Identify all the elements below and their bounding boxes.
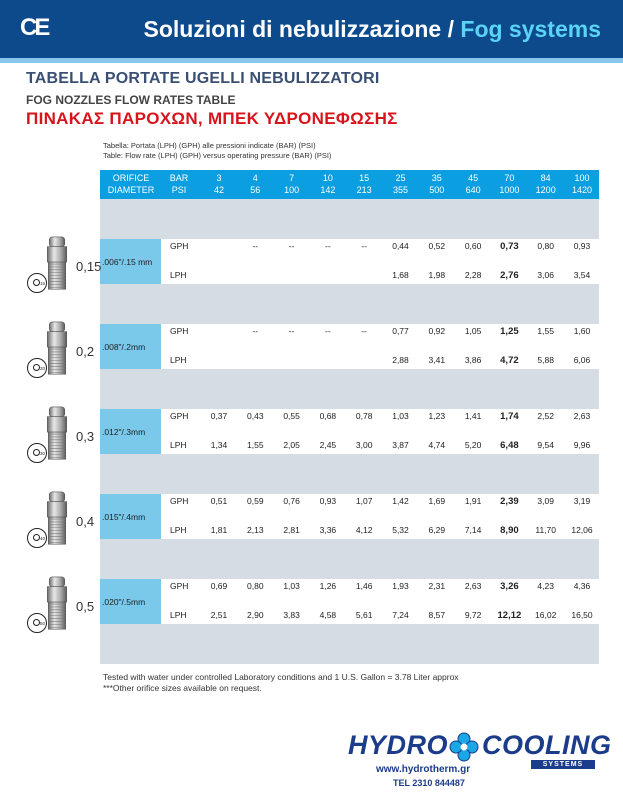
gph-value-cell: 0,73 [500, 241, 519, 252]
footnote-test-conditions: Tested with water under controlled Laboratory conditions and 1 U.S. Gallon = 3.78 Liter approx [103, 672, 459, 682]
gph-value-cell: 2,39 [500, 496, 519, 507]
orifice-circle-sub: 20 [40, 366, 46, 371]
gph-value-cell: -- [361, 241, 368, 251]
title-english: Fog systems [460, 16, 601, 42]
separator-band [100, 199, 599, 239]
gph-value-cell: 1,26 [319, 581, 337, 591]
header-psi-value: 42 [213, 185, 224, 195]
gph-value-cell: -- [325, 241, 331, 251]
header-bar-value: 7 [289, 173, 295, 183]
gph-value-cell: 1,91 [464, 496, 482, 506]
lph-value-cell: 2,76 [500, 270, 519, 281]
orifice-circle-icon [27, 613, 47, 633]
header-orifice: ORIFICE [112, 173, 150, 183]
page-title [144, 16, 602, 43]
gph-value-cell: 4,36 [573, 581, 591, 591]
lph-value-cell: 9,54 [537, 440, 554, 450]
lph-value-cell: 5,32 [392, 525, 409, 535]
unit-lph-label: LPH [170, 610, 187, 620]
heading-greek: ΠΙΝΑΚΑΣ ΠΑΡΟΧΩΝ, ΜΠΕΚ ΥΔΡΟΝΕΦΩΣΗΣ [26, 109, 398, 128]
lph-value-cell: 5,61 [355, 610, 373, 620]
header-bar-value: 70 [504, 173, 515, 183]
gph-value-cell: 2,63 [573, 411, 591, 421]
gph-value-cell: 1,55 [537, 326, 554, 336]
orifice-diameter-cell: .020"/.5mm [100, 579, 161, 625]
gph-value-cell: 0,77 [392, 326, 409, 336]
gph-value-cell: 1,03 [283, 581, 300, 591]
table-header [100, 170, 599, 199]
header-psi-value: 640 [465, 185, 481, 195]
header-bar: BAR [169, 173, 189, 183]
lph-value-cell: 3,41 [428, 355, 446, 365]
lph-value-cell: 4,12 [355, 525, 373, 535]
orifice-circle-sub: 40 [40, 536, 46, 541]
orifice-circle-sub: 15 [40, 281, 46, 286]
caption-line-1: Tabella: Portata (LPH) (GPH) alle pressioni indicate (BAR) (PSI) [103, 141, 316, 150]
separator-band [100, 369, 599, 409]
header-bar-value: 84 [540, 173, 551, 183]
orifice-circle-sub: 30 [40, 451, 46, 456]
separator-band [100, 284, 599, 324]
gph-value-cell: 1,60 [573, 326, 591, 336]
lph-value-cell: 1,34 [210, 440, 228, 450]
orifice-dot-icon [33, 449, 40, 456]
gph-value-cell: 0,37 [210, 411, 228, 421]
nozzle-size-label: 0,4 [76, 514, 95, 529]
lph-value-cell: 4,74 [428, 440, 446, 450]
lph-value-cell: 3,87 [392, 440, 409, 450]
header-bar-value: 100 [574, 173, 590, 183]
gph-value-cell: 0,76 [283, 496, 300, 506]
gph-value-cell: 0,80 [247, 581, 264, 591]
separator-band [100, 539, 599, 579]
lph-value-cell: 2,45 [319, 440, 337, 450]
header-bar-value: 10 [322, 173, 333, 183]
gph-value-cell: 1,23 [428, 411, 446, 421]
header-diameter: DIAMETER [107, 185, 155, 195]
header-bar-value: 35 [431, 173, 442, 183]
header-psi-value: 355 [392, 185, 409, 195]
lph-value-cell: 8,57 [428, 610, 446, 620]
lph-value-cell: 9,96 [573, 440, 591, 450]
header-bar-value: 4 [252, 173, 258, 183]
gph-value-cell: -- [288, 241, 295, 251]
gph-value-cell: 1,03 [392, 411, 409, 421]
orifice-circle-icon [27, 358, 47, 378]
lph-value-cell: 1,98 [428, 270, 446, 280]
lph-value-cell: 7,14 [464, 525, 482, 535]
gph-value-cell: 0,93 [319, 496, 337, 506]
gph-value-cell: -- [252, 326, 259, 336]
header-bar-value: 15 [359, 173, 370, 183]
lph-value-cell: 2,88 [392, 355, 409, 365]
gph-value-cell: 2,52 [537, 411, 554, 421]
lph-value-cell: 6,06 [573, 355, 591, 365]
gph-value-cell: 1,42 [392, 496, 409, 506]
header-psi-value: 500 [429, 185, 445, 195]
logo-flower-icon [449, 732, 479, 762]
logo-word-hydro: HYDRO [348, 730, 449, 760]
unit-lph-label: LPH [170, 355, 187, 365]
lph-value-cell: 1,68 [392, 270, 409, 280]
orifice-diameter-cell: .008"/.2mm [100, 324, 161, 370]
unit-lph-label: LPH [170, 440, 187, 450]
gph-value-cell: 2,63 [464, 581, 482, 591]
orifice-diameter-cell: .012"/.3mm [100, 409, 161, 455]
orifice-circle-icon [27, 528, 47, 548]
orifice-circle-sub: 50 [40, 621, 46, 626]
logo-tel: TEL 2310 844487 [393, 778, 465, 788]
lph-value-cell: 16,02 [535, 610, 557, 620]
lph-value-cell: 1,81 [210, 525, 228, 535]
gph-value-cell: 1,05 [464, 326, 482, 336]
lph-value-cell: 1,55 [247, 440, 264, 450]
lph-value-cell: 4,58 [319, 610, 337, 620]
lph-value-cell: 3,86 [464, 355, 482, 365]
gph-value-cell: 1,25 [500, 326, 519, 337]
gph-value-cell: 1,41 [464, 411, 482, 421]
gph-value-cell: 0,80 [537, 241, 554, 251]
header-bar-value: 45 [468, 173, 479, 183]
lph-value-cell: 5,88 [537, 355, 554, 365]
lph-value-cell: 5,20 [464, 440, 482, 450]
logo-word-cooling: COOLING [482, 730, 612, 760]
unit-gph-label: GPH [170, 581, 189, 591]
lph-value-cell: 6,29 [428, 525, 446, 535]
gph-value-cell: 0,52 [428, 241, 446, 251]
header-psi: PSI [171, 185, 187, 195]
nozzle-size-label: 0,2 [76, 344, 95, 359]
unit-gph-label: GPH [170, 411, 189, 421]
lph-value-cell: 3,54 [573, 270, 591, 280]
header-psi-value: 142 [320, 185, 336, 195]
lph-value-cell: 6,48 [500, 440, 519, 451]
gph-value-cell: -- [288, 326, 295, 336]
gph-value-cell: -- [325, 326, 331, 336]
lph-value-cell: 2,90 [247, 610, 264, 620]
nozzle-size-label: 0,3 [76, 429, 95, 444]
gph-value-cell: -- [252, 241, 259, 251]
orifice-dot-icon [33, 534, 40, 541]
header-psi-value: 213 [356, 185, 372, 195]
gph-value-cell: 1,69 [428, 496, 446, 506]
unit-gph-label: GPH [170, 326, 189, 336]
lph-value-cell: 9,72 [464, 610, 482, 620]
gph-value-cell: 1,07 [355, 496, 373, 506]
lph-value-cell: 3,00 [355, 440, 373, 450]
table-caption [103, 141, 331, 161]
gph-value-cell: 0,59 [247, 496, 264, 506]
unit-lph-label: LPH [170, 525, 187, 535]
caption-line-2: Table: Flow rate (LPH) (GPH) versus operating pressure (BAR) (PSI) [103, 151, 332, 160]
orifice-diameter-cell: .006"/.15 mm [100, 239, 161, 285]
gph-value-cell: 0,43 [247, 411, 264, 421]
gph-value-cell: 0,60 [464, 241, 482, 251]
logo-url: www.hydrotherm.gr [376, 764, 471, 775]
gph-value-cell: 1,74 [500, 411, 519, 422]
footnote-other-sizes: ***Other orifice sizes available on request. [103, 683, 262, 693]
unit-lph-label: LPH [170, 270, 187, 280]
orifice-circle-icon [27, 443, 47, 463]
gph-value-cell: 1,46 [355, 581, 373, 591]
lph-value-cell: 2,81 [283, 525, 300, 535]
gph-value-cell: 0,93 [573, 241, 591, 251]
header-psi-value: 56 [250, 185, 261, 195]
lph-value-cell: 7,24 [392, 610, 409, 620]
header-psi-value: 1200 [535, 185, 556, 195]
header-bar-value: 3 [216, 173, 222, 183]
ce-mark: CE [20, 14, 48, 41]
orifice-diameter-cell: .015"/.4mm [100, 494, 161, 540]
header-bar-value: 25 [395, 173, 406, 183]
gph-value-cell: 0,55 [283, 411, 300, 421]
gph-value-cell: 3,19 [573, 496, 591, 506]
gph-value-cell: 3,09 [537, 496, 554, 506]
lph-value-cell: 3,83 [283, 610, 300, 620]
lph-value-cell: 2,28 [464, 270, 482, 280]
heading-english: FOG NOZZLES FLOW RATES TABLE [26, 93, 236, 107]
orifice-dot-icon [33, 619, 40, 626]
header-stripe [0, 58, 623, 63]
title-italian: Soluzioni di nebulizzazione / [143, 16, 461, 42]
orifice-dot-icon [33, 279, 40, 286]
separator-band [100, 454, 599, 494]
separator-band [100, 624, 599, 664]
gph-value-cell: 4,23 [537, 581, 554, 591]
lph-value-cell: 3,06 [537, 270, 554, 280]
header-psi-value: 100 [284, 185, 300, 195]
nozzle-size-label: 0,15 [76, 259, 102, 274]
lph-value-cell: 2,05 [283, 440, 300, 450]
gph-value-cell: 0,69 [210, 581, 228, 591]
lph-value-cell: 2,51 [210, 610, 228, 620]
orifice-dot-icon [33, 364, 40, 371]
gph-value-cell: 0,92 [428, 326, 446, 336]
lph-value-cell: 11,70 [535, 525, 556, 535]
lph-value-cell: 4,72 [500, 355, 519, 366]
header-psi-value: 1000 [499, 185, 520, 195]
lph-value-cell: 8,90 [500, 525, 519, 536]
nozzle-size-label: 0,5 [76, 599, 95, 614]
header-banner [0, 0, 623, 58]
unit-gph-label: GPH [170, 241, 189, 251]
hydrocooling-logo [348, 730, 612, 790]
orifice-circle-icon [27, 273, 47, 293]
gph-value-cell: 0,51 [210, 496, 228, 506]
gph-value-cell: 1,93 [392, 581, 409, 591]
gph-value-cell: 2,31 [428, 581, 446, 591]
logo-systems: SYSTEMS [531, 760, 595, 769]
lph-value-cell: 16,50 [571, 610, 593, 620]
gph-value-cell: 0,68 [319, 411, 337, 421]
lph-value-cell: 3,36 [319, 525, 337, 535]
heading-italian: TABELLA PORTATE UGELLI NEBULIZZATORI [26, 70, 380, 87]
header-psi-value: 1420 [571, 185, 593, 195]
lph-value-cell: 12,12 [497, 610, 522, 621]
lph-value-cell: 2,13 [247, 525, 264, 535]
gph-value-cell: 0,78 [355, 411, 373, 421]
gph-value-cell: 0,44 [392, 241, 409, 251]
gph-value-cell: -- [361, 326, 368, 336]
gph-value-cell: 3,26 [500, 581, 519, 592]
lph-value-cell: 12,06 [571, 525, 593, 535]
unit-gph-label: GPH [170, 496, 189, 506]
